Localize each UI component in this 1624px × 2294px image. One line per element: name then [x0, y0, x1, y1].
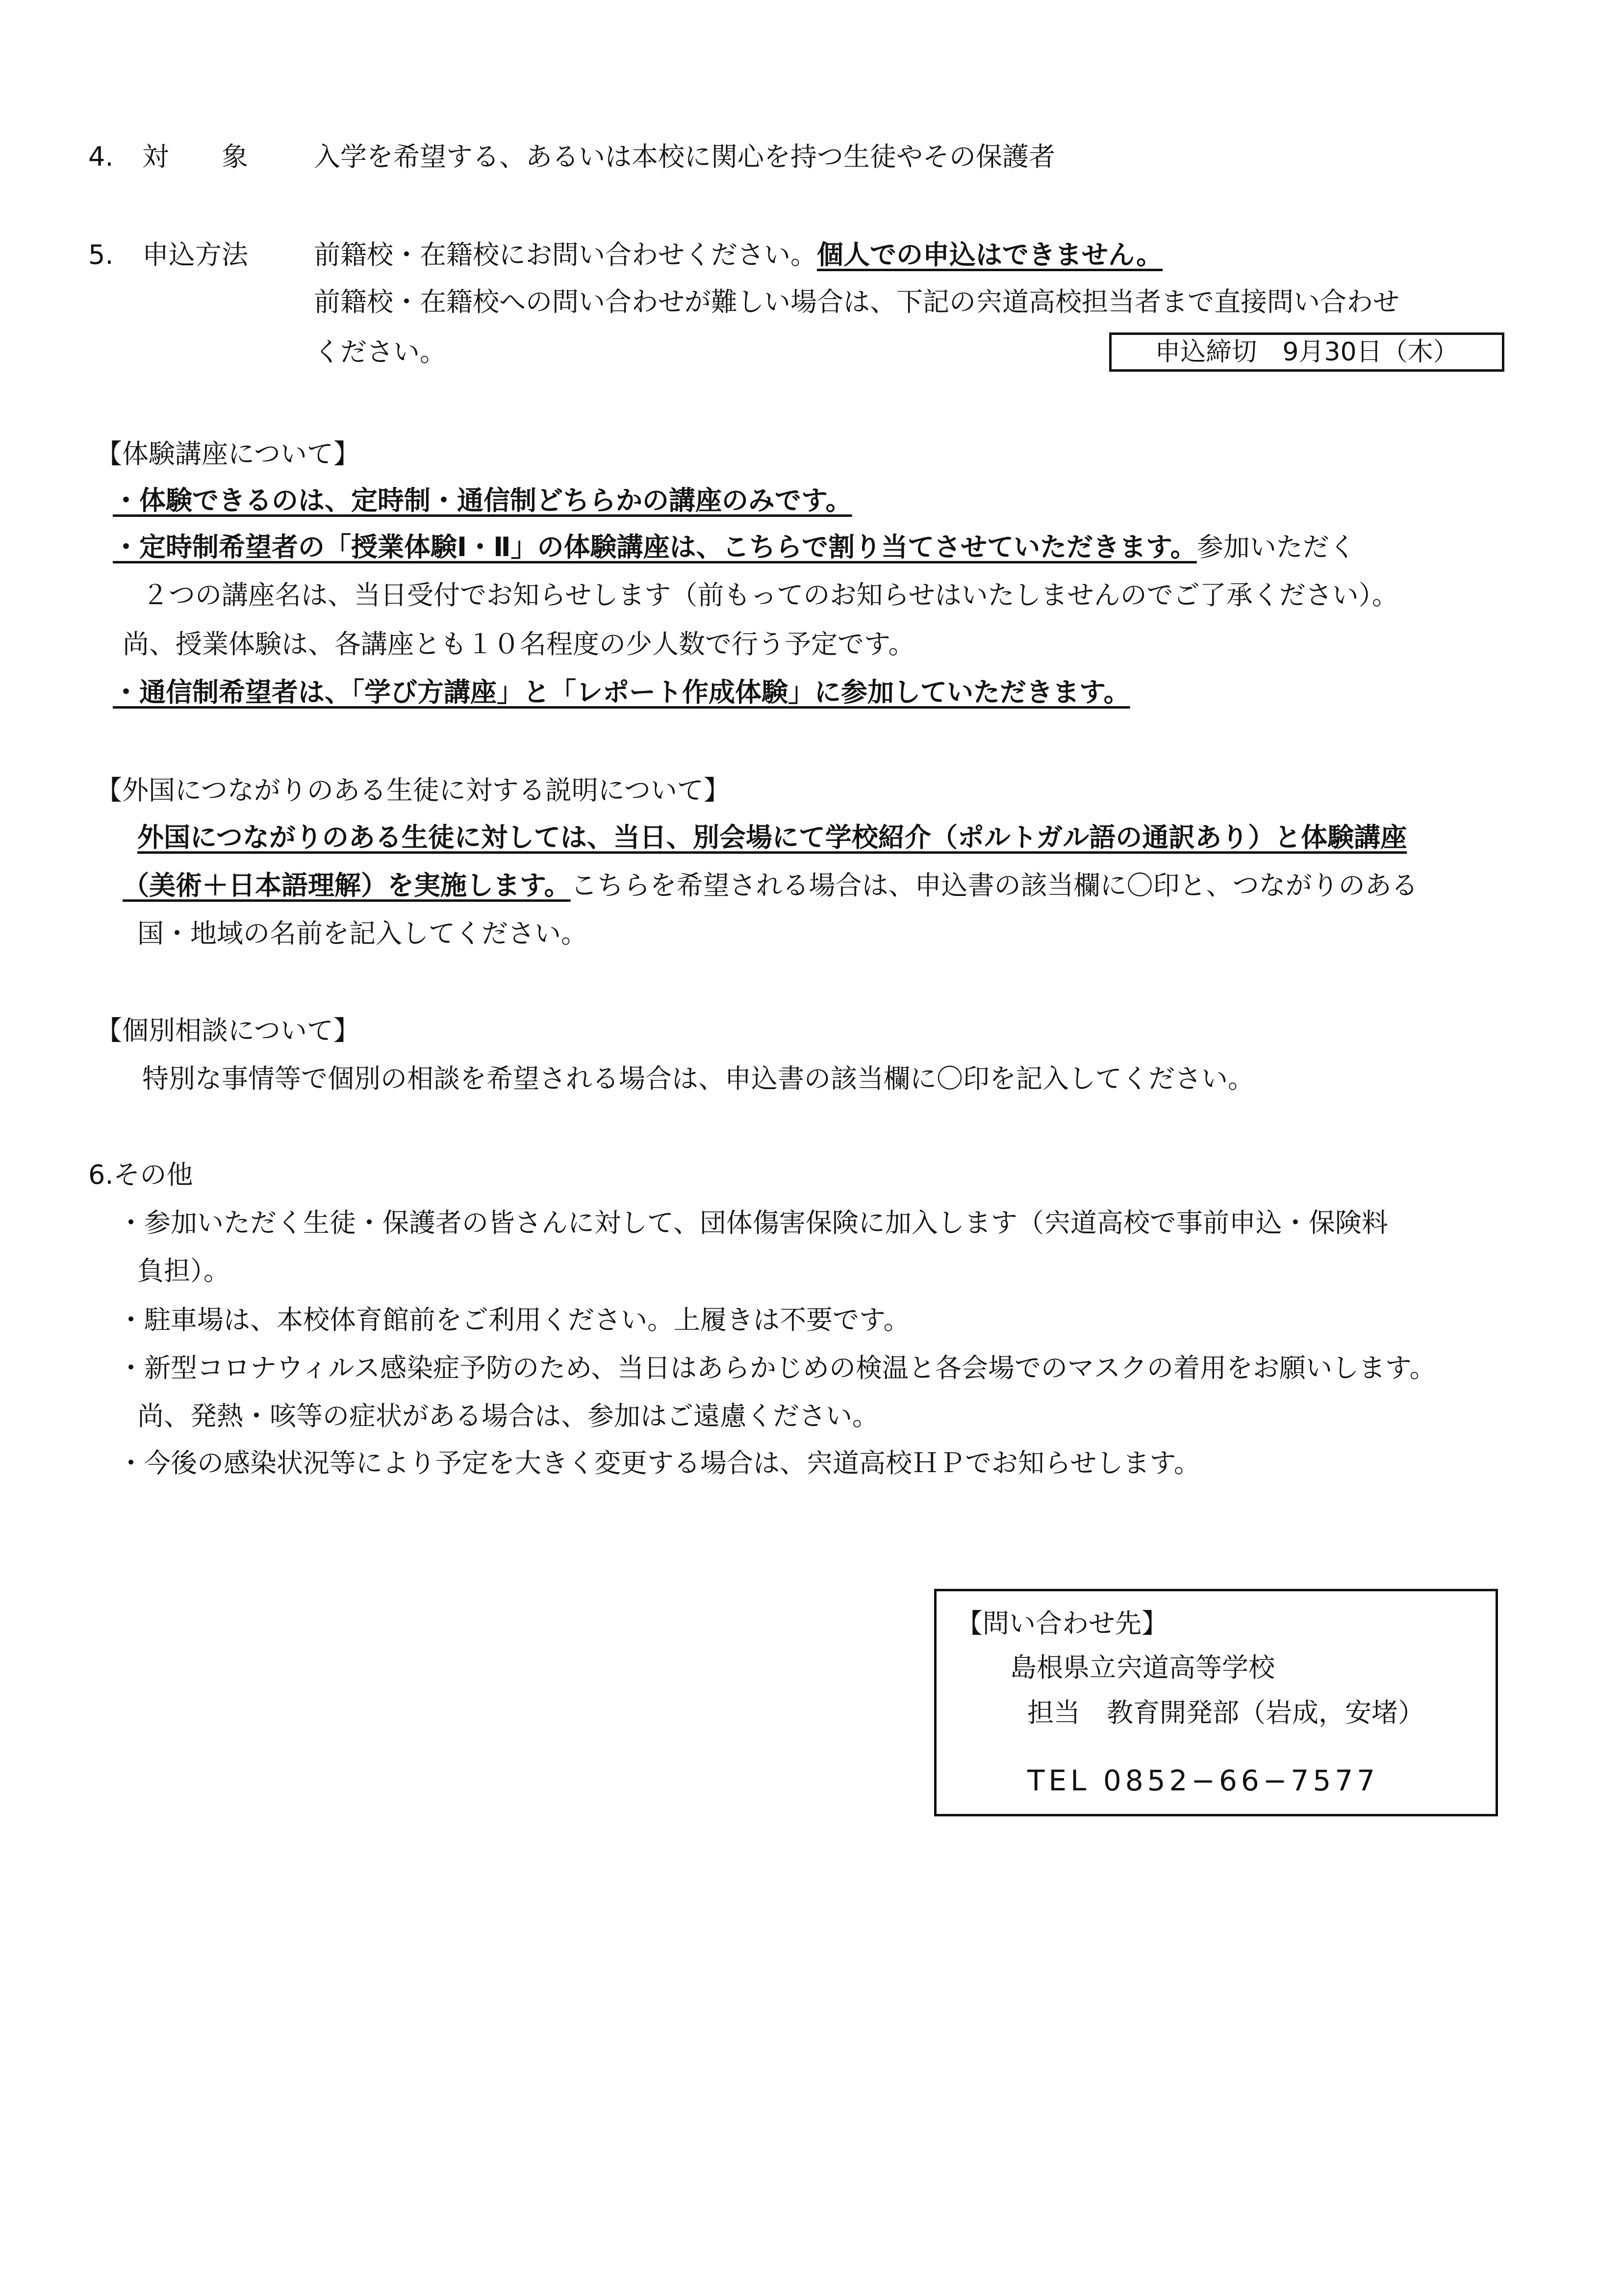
other-bullet-1-line1: ・参加いただく生徒・保護者の皆さんに対して、団体傷害保険に加入します（宍道高校で事前申込・保険料	[118, 1207, 1388, 1238]
other-bullet-2: ・駐車場は、本校体育館前をご利用ください。上履きは不要です。	[118, 1304, 910, 1335]
foreign-line1: 外国につながりのある生徒に対しては、当日、別会場にて学校紹介（ポルトガル語の通訳あり）と体験講座	[137, 822, 1407, 853]
item4-number: 4.	[88, 141, 114, 172]
item4-label: 対 象	[142, 141, 248, 172]
item5-line1-plain: 前籍校・在籍校にお問い合わせください。	[314, 239, 817, 270]
other-heading: 6.その他	[88, 1159, 193, 1190]
foreign-line2	[123, 868, 1418, 903]
item4-text: 入学を希望する、あるいは本校に関心を持つ生徒やその保護者	[314, 141, 1055, 172]
contact-school: 島根県立宍道高等学校	[1010, 1652, 1275, 1683]
item5-number: 5.	[88, 239, 114, 270]
trial-bullet-2-underlined: ・定時制希望者の「授業体験Ⅰ・Ⅱ」の体験講座は、こちらで割り当てさせていただきます。	[113, 532, 1197, 562]
trial-bullet-1: ・体験できるのは、定時制・通信制どちらかの講座のみです。	[113, 485, 852, 516]
other-bullet-3-line2: 尚、発熱・咳等の症状がある場合は、参加はご遠慮ください。	[137, 1401, 879, 1431]
trial-bullet-2-line3: 尚、授業体験は、各講座とも１０名程度の少人数で行う予定です。	[123, 629, 915, 660]
item5-line3: ください。	[314, 336, 446, 367]
other-bullet-4: ・今後の感染状況等により予定を大きく変更する場合は、宍道高校ＨＰでお知らせします。	[118, 1448, 1201, 1478]
other-bullet-1-line2: 負担）。	[137, 1255, 230, 1286]
item5-label: 申込方法	[142, 239, 248, 270]
trial-bullet-3: ・通信制希望者は、「学び方講座」と「レポート作成体験」に参加していただきます。	[113, 677, 1130, 708]
other-bullet-3-line1: ・新型コロナウィルス感染症予防のため、当日はあらかじめの検温と各会場でのマスクの着用をお願いします。	[118, 1352, 1436, 1383]
foreign-line2-plain: こちらを希望される場合は、申込書の該当欄に〇印と、つながりのある	[570, 870, 1418, 901]
deadline-box: 申込締切 9月30日（木）	[1109, 332, 1504, 372]
foreign-heading: 【外国につながりのある生徒に対する説明について】	[96, 775, 730, 806]
consult-text: 特別な事情等で個別の相談を希望される場合は、申込書の該当欄に〇印を記入してください。	[142, 1063, 1254, 1094]
consult-heading: 【個別相談について】	[96, 1015, 360, 1046]
item5-line2: 前籍校・在籍校への問い合わせが難しい場合は、下記の宍道高校担当者まで直接問い合わせ	[314, 286, 1399, 317]
trial-bullet-2-plain: 参加いただく	[1196, 532, 1356, 562]
trial-bullet-2-line2: ２つの講座名は、当日受付でお知らせします（前もってのお知らせはいたしませんのでご了承ください）。	[142, 580, 1398, 611]
contact-box	[934, 1589, 1498, 1816]
trial-heading: 【体験講座について】	[96, 438, 360, 469]
foreign-line2-underlined: （美術＋日本語理解）を実施します。	[123, 870, 571, 901]
contact-tel: TEL 0852−66−7577	[1027, 1764, 1379, 1797]
trial-bullet-2	[113, 530, 1356, 565]
foreign-line3: 国・地域の名前を記入してください。	[137, 918, 587, 949]
contact-heading: 【問い合わせ先】	[956, 1608, 1168, 1639]
item5-line1	[314, 237, 1163, 273]
contact-person: 担当 教育開発部（岩成，安堵）	[1027, 1697, 1424, 1728]
item5-line1-underlined: 個人での申込はできません。	[817, 239, 1163, 270]
